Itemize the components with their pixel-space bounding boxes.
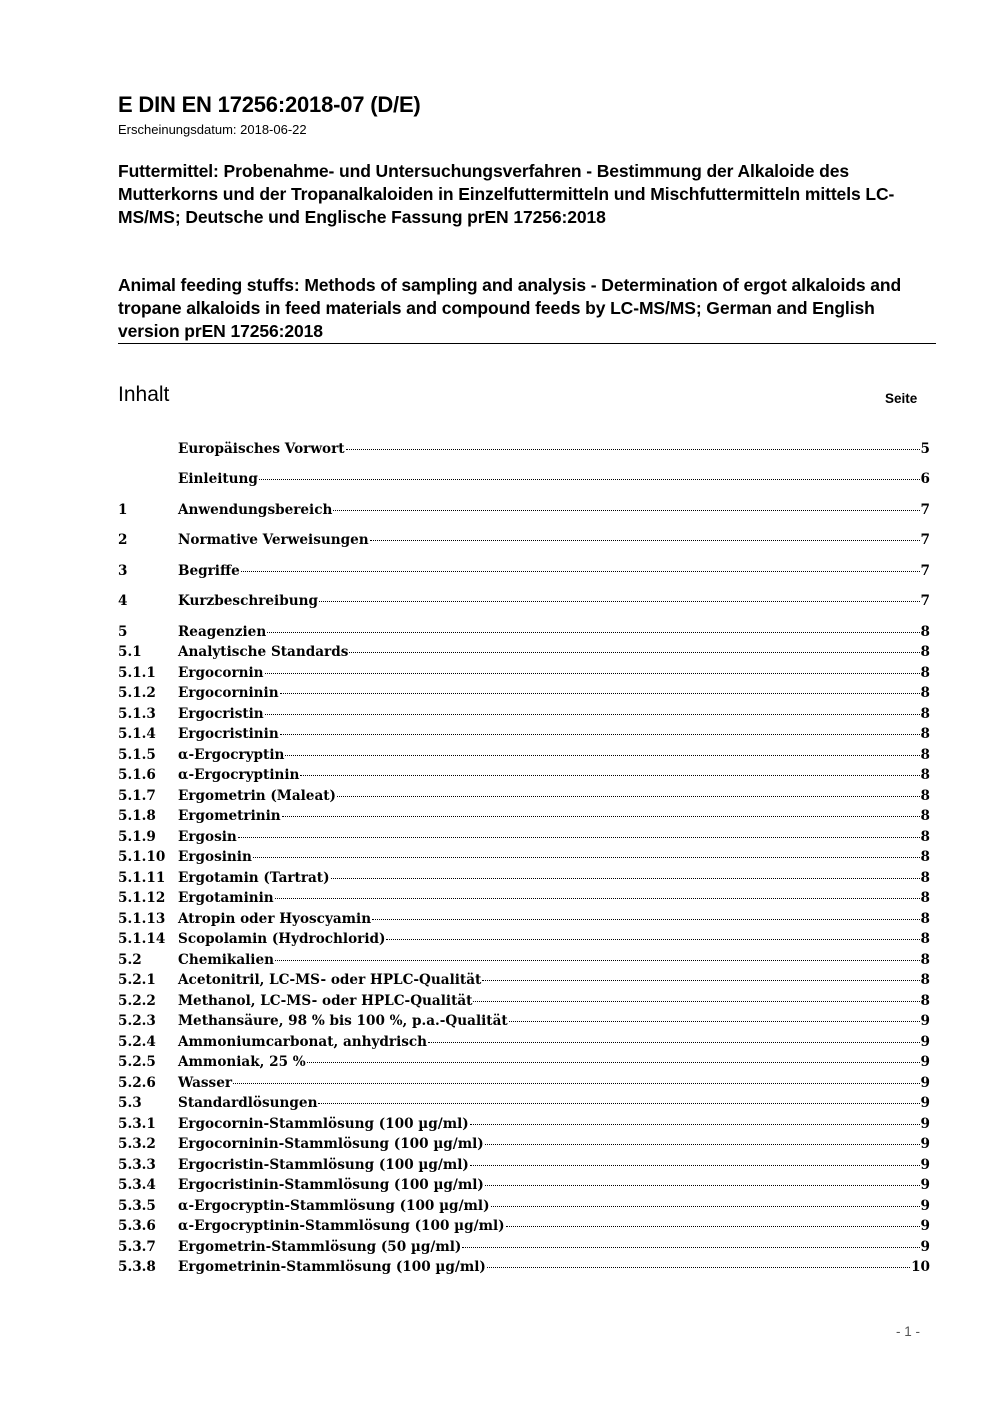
toc-entry[interactable]	[118, 1136, 930, 1156]
toc-dot-leader	[307, 1062, 920, 1063]
toc-dot-leader	[275, 960, 920, 961]
toc-dot-leader	[509, 1021, 920, 1022]
toc-entry-number: 2	[118, 532, 128, 548]
title-german: Futtermittel: Probenahme- und Untersuchungsverfahren - Bestimmung der Alkaloide des Mutterkorns und der Tropanalkaloiden in Einzelfuttermitteln und Mischfuttermitteln mittels LC-MS/MS; Deutsche und Englische Fassung prEN 17256:2018	[118, 161, 895, 227]
toc-dot-leader	[473, 1001, 919, 1002]
toc-entry-page: 8	[920, 993, 930, 1009]
toc-heading: Inhalt	[118, 383, 170, 406]
toc-dot-leader	[491, 1206, 920, 1207]
toc-entry-page: 7	[920, 563, 930, 579]
toc-entry-number: 5.2	[118, 952, 142, 968]
toc-dot-leader	[265, 714, 920, 715]
toc-entry[interactable]	[118, 532, 930, 552]
toc-dot-leader	[233, 1083, 920, 1084]
toc-entry-page: 9	[920, 1136, 930, 1152]
toc-entry[interactable]	[118, 890, 930, 910]
toc-entry-number: 5.1	[118, 644, 142, 660]
toc-entry-number: 5.1.11	[118, 870, 166, 886]
toc-entry-page: 7	[920, 532, 930, 548]
toc-entry[interactable]	[118, 952, 930, 972]
toc-entry-title: Scopolamin (Hydrochlorid)	[178, 931, 386, 947]
toc-entry-title: α-Ergocryptinin-Stammlösung (100 µg/ml)	[178, 1218, 505, 1234]
toc-entry-page: 8	[920, 808, 930, 824]
toc-entry-page: 10	[911, 1259, 930, 1275]
toc-dot-leader	[280, 734, 920, 735]
toc-entry[interactable]	[118, 747, 930, 767]
toc-dot-leader	[337, 796, 920, 797]
toc-entry-number: 5.1.4	[118, 726, 156, 742]
toc-entry-page: 8	[920, 665, 930, 681]
toc-entry-page: 9	[920, 1218, 930, 1234]
toc-entry[interactable]	[118, 1095, 930, 1115]
toc-dot-leader	[386, 939, 919, 940]
toc-entry-page: 9	[920, 1157, 930, 1173]
document-code: E DIN EN 17256:2018-07 (D/E)	[118, 92, 421, 117]
toc-entry-number: 5.1.14	[118, 931, 166, 947]
toc-entry-title: Ergocristin-Stammlösung (100 µg/ml)	[178, 1157, 469, 1173]
toc-entry-title: Ergocristinin-Stammlösung (100 µg/ml)	[178, 1177, 484, 1193]
toc-entry-title: Ergosinin	[178, 849, 252, 865]
toc-entry[interactable]	[118, 767, 930, 787]
toc-entry-number: 5.3.4	[118, 1177, 156, 1193]
toc-entry[interactable]	[118, 931, 930, 951]
toc-entry-number: 1	[118, 502, 128, 518]
toc-entry[interactable]	[118, 1239, 930, 1259]
toc-entry-page: 9	[920, 1013, 930, 1029]
toc-entry-page: 8	[920, 849, 930, 865]
toc-entry[interactable]	[118, 1157, 930, 1177]
toc-entry[interactable]	[118, 1034, 930, 1054]
toc-entry[interactable]	[118, 726, 930, 746]
toc-entry-number: 5.2.3	[118, 1013, 156, 1029]
toc-entry-title: Ergocorninin	[178, 685, 279, 701]
toc-entry-number: 5.3.8	[118, 1259, 156, 1275]
publication-date: Erscheinungsdatum: 2018-06-22	[118, 122, 307, 137]
toc-entry-page: 9	[920, 1177, 930, 1193]
toc-dot-leader	[285, 755, 919, 756]
toc-entry-page: 8	[920, 624, 930, 640]
toc-entry[interactable]	[118, 1177, 930, 1197]
toc-entry-page: 8	[920, 870, 930, 886]
toc-entry-page: 8	[920, 890, 930, 906]
toc-entry-title: Anwendungsbereich	[178, 502, 333, 518]
toc-entry-title: Acetonitril, LC-MS- oder HPLC-Qualität	[178, 972, 482, 988]
toc-entry-title: Europäisches Vorwort	[178, 441, 345, 457]
toc-entry-page: 8	[920, 911, 930, 927]
toc-dot-leader	[275, 898, 920, 899]
toc-page-column-label: Seite	[885, 391, 918, 406]
toc-entry[interactable]	[118, 563, 930, 583]
toc-entry-number: 5.2.4	[118, 1034, 156, 1050]
toc-entry-number: 5.1.9	[118, 829, 156, 845]
toc-entry[interactable]	[118, 788, 930, 808]
toc-entry-title: Methanol, LC-MS- oder HPLC-Qualität	[178, 993, 473, 1009]
toc-dot-leader	[331, 878, 920, 879]
toc-entry[interactable]	[118, 1075, 930, 1095]
toc-entry[interactable]	[118, 471, 930, 491]
toc-entry-title: Begriffe	[178, 563, 240, 579]
toc-entry-number: 5.1.10	[118, 849, 166, 865]
toc-entry-title: Kurzbeschreibung	[178, 593, 318, 609]
toc-entry[interactable]	[118, 665, 930, 685]
toc-entry-number: 5.1.5	[118, 747, 156, 763]
toc-entry-page: 8	[920, 829, 930, 845]
toc-dot-leader	[267, 632, 919, 633]
toc-entry-number: 5.3.7	[118, 1239, 156, 1255]
toc-dot-leader	[462, 1247, 919, 1248]
toc-entry-page: 8	[920, 644, 930, 660]
title-divider	[118, 343, 936, 344]
toc-entry-number: 5	[118, 624, 128, 640]
toc-entry[interactable]	[118, 593, 930, 613]
toc-entry-title: Ergocorninin-Stammlösung (100 µg/ml)	[178, 1136, 484, 1152]
toc-entry-title: Ergocristinin	[178, 726, 279, 742]
toc-entry-page: 8	[920, 706, 930, 722]
toc-entry[interactable]	[118, 993, 930, 1013]
toc-dot-leader	[241, 571, 920, 572]
toc-entry-title: Normative Verweisungen	[178, 532, 369, 548]
toc-entry-page: 7	[920, 593, 930, 609]
toc-entry-number: 5.1.3	[118, 706, 156, 722]
toc-entry-number: 5.2.2	[118, 993, 156, 1009]
toc-entry-title: Ergometrin-Stammlösung (50 µg/ml)	[178, 1239, 462, 1255]
toc-entry-page: 8	[920, 931, 930, 947]
toc-entry-number: 5.1.13	[118, 911, 166, 927]
toc-entry[interactable]	[118, 441, 930, 461]
toc-entry-page: 8	[920, 788, 930, 804]
toc-dot-leader	[333, 510, 919, 511]
toc-entry-page: 6	[920, 471, 930, 487]
toc-entry[interactable]	[118, 808, 930, 828]
toc-entry-title: Chemikalien	[178, 952, 274, 968]
toc-entry-number: 3	[118, 563, 128, 579]
toc-entry-page: 8	[920, 972, 930, 988]
toc-entry-page: 9	[920, 1116, 930, 1132]
toc-entry[interactable]	[118, 685, 930, 705]
toc-entry-page: 9	[920, 1075, 930, 1091]
toc-entry-title: Analytische Standards	[178, 644, 349, 660]
toc-entry-title: Ergosin	[178, 829, 237, 845]
toc-entry-page: 9	[920, 1054, 930, 1070]
toc-entry[interactable]	[118, 1013, 930, 1033]
toc-entry-title: Ergocristin	[178, 706, 264, 722]
toc-entry[interactable]	[118, 870, 930, 890]
toc-entry[interactable]	[118, 829, 930, 849]
toc-entry[interactable]	[118, 624, 930, 644]
toc-entry[interactable]	[118, 1259, 930, 1279]
toc-entry[interactable]	[118, 644, 930, 664]
toc-entry-number: 5.3	[118, 1095, 142, 1111]
toc-dot-leader	[319, 601, 920, 602]
toc-entry[interactable]	[118, 502, 930, 522]
toc-entry-title: Methansäure, 98 % bis 100 %, p.a.-Qualität	[178, 1013, 508, 1029]
toc-entry-number: 5.3.5	[118, 1198, 156, 1214]
toc-entry-title: Standardlösungen	[178, 1095, 318, 1111]
toc-entry-title: Ammoniumcarbonat, anhydrisch	[178, 1034, 428, 1050]
toc-entry-number: 5.1.6	[118, 767, 156, 783]
toc-dot-leader	[259, 479, 920, 480]
toc-entry-number: 5.1.2	[118, 685, 156, 701]
toc-dot-leader	[485, 1144, 920, 1145]
toc-entry-page: 8	[920, 726, 930, 742]
toc-dot-leader	[253, 857, 920, 858]
toc-dot-leader	[349, 652, 919, 653]
toc-entry-number: 5.3.6	[118, 1218, 156, 1234]
toc-dot-leader	[470, 1124, 920, 1125]
toc-entry-page: 8	[920, 767, 930, 783]
toc-entry-number: 5.1.8	[118, 808, 156, 824]
toc-entry-number: 5.1.7	[118, 788, 156, 804]
toc-dot-leader	[372, 919, 919, 920]
toc-dot-leader	[346, 449, 920, 450]
toc-entry[interactable]	[118, 911, 930, 931]
toc-entry-page: 9	[920, 1198, 930, 1214]
toc-dot-leader	[470, 1165, 920, 1166]
toc-entry-title: α-Ergocryptin	[178, 747, 285, 763]
toc-entry-title: Ergometrin (Maleat)	[178, 788, 336, 804]
toc-dot-leader	[238, 837, 920, 838]
toc-dot-leader	[282, 816, 920, 817]
toc-entry[interactable]	[118, 1198, 930, 1218]
toc-entry-number: 5.2.1	[118, 972, 156, 988]
toc-dot-leader	[482, 980, 919, 981]
toc-entry-title: Atropin oder Hyoscyamin	[178, 911, 372, 927]
toc-entry-title: Wasser	[178, 1075, 233, 1091]
toc-dot-leader	[485, 1185, 920, 1186]
toc-dot-leader	[370, 540, 920, 541]
toc-entry-number: 5.2.6	[118, 1075, 156, 1091]
toc-entry-title: α-Ergocryptin-Stammlösung (100 µg/ml)	[178, 1198, 490, 1214]
toc-entry-title: Ergocornin-Stammlösung (100 µg/ml)	[178, 1116, 469, 1132]
toc-entry-number: 4	[118, 593, 128, 609]
toc-entry-page: 9	[920, 1239, 930, 1255]
toc-entry-page: 8	[920, 952, 930, 968]
toc-entry-title: Ergotamin (Tartrat)	[178, 870, 330, 886]
toc-entry-title: Ergocornin	[178, 665, 264, 681]
toc-entry[interactable]	[118, 972, 930, 992]
toc-entry-page: 7	[920, 502, 930, 518]
toc-entry-title: α-Ergocryptinin	[178, 767, 300, 783]
toc-entry-title: Ergotaminin	[178, 890, 274, 906]
toc-entry-page: 8	[920, 685, 930, 701]
toc-entry-number: 5.3.1	[118, 1116, 156, 1132]
toc-entry-title: Ergometrinin	[178, 808, 281, 824]
toc-entry[interactable]	[118, 1218, 930, 1238]
toc-entry[interactable]	[118, 849, 930, 869]
toc-entry-title: Einleitung	[178, 471, 258, 487]
toc-dot-leader	[506, 1226, 920, 1227]
toc-entry[interactable]	[118, 706, 930, 726]
toc-entry-page: 8	[920, 747, 930, 763]
toc-entry-number: 5.3.2	[118, 1136, 156, 1152]
toc-entry-page: 5	[920, 441, 930, 457]
toc-dot-leader	[318, 1103, 919, 1104]
toc-dot-leader	[487, 1267, 910, 1268]
toc-entry[interactable]	[118, 1116, 930, 1136]
toc-entry[interactable]	[118, 1054, 930, 1074]
toc-entry-number: 5.1.1	[118, 665, 156, 681]
toc-entry-title: Ammoniak, 25 %	[178, 1054, 306, 1070]
toc-dot-leader	[265, 673, 920, 674]
toc-dot-leader	[280, 693, 920, 694]
page-number: - 1 -	[896, 1324, 921, 1339]
toc-entry-number: 5.1.12	[118, 890, 166, 906]
toc-entry-title: Reagenzien	[178, 624, 267, 640]
toc-dot-leader	[428, 1042, 919, 1043]
toc-entry-number: 5.2.5	[118, 1054, 156, 1070]
toc-entry-page: 9	[920, 1034, 930, 1050]
toc-dot-leader	[300, 775, 919, 776]
toc-entry-title: Ergometrinin-Stammlösung (100 µg/ml)	[178, 1259, 486, 1275]
title-english: Animal feeding stuffs: Methods of sampling and analysis - Determination of ergot alkaloids and tropane alkaloids in feed materials and compound feeds by LC-MS/MS; German and English version prEN 17256:2018	[118, 275, 902, 341]
toc-entry-number: 5.3.3	[118, 1157, 156, 1173]
toc-entry-page: 9	[920, 1095, 930, 1111]
